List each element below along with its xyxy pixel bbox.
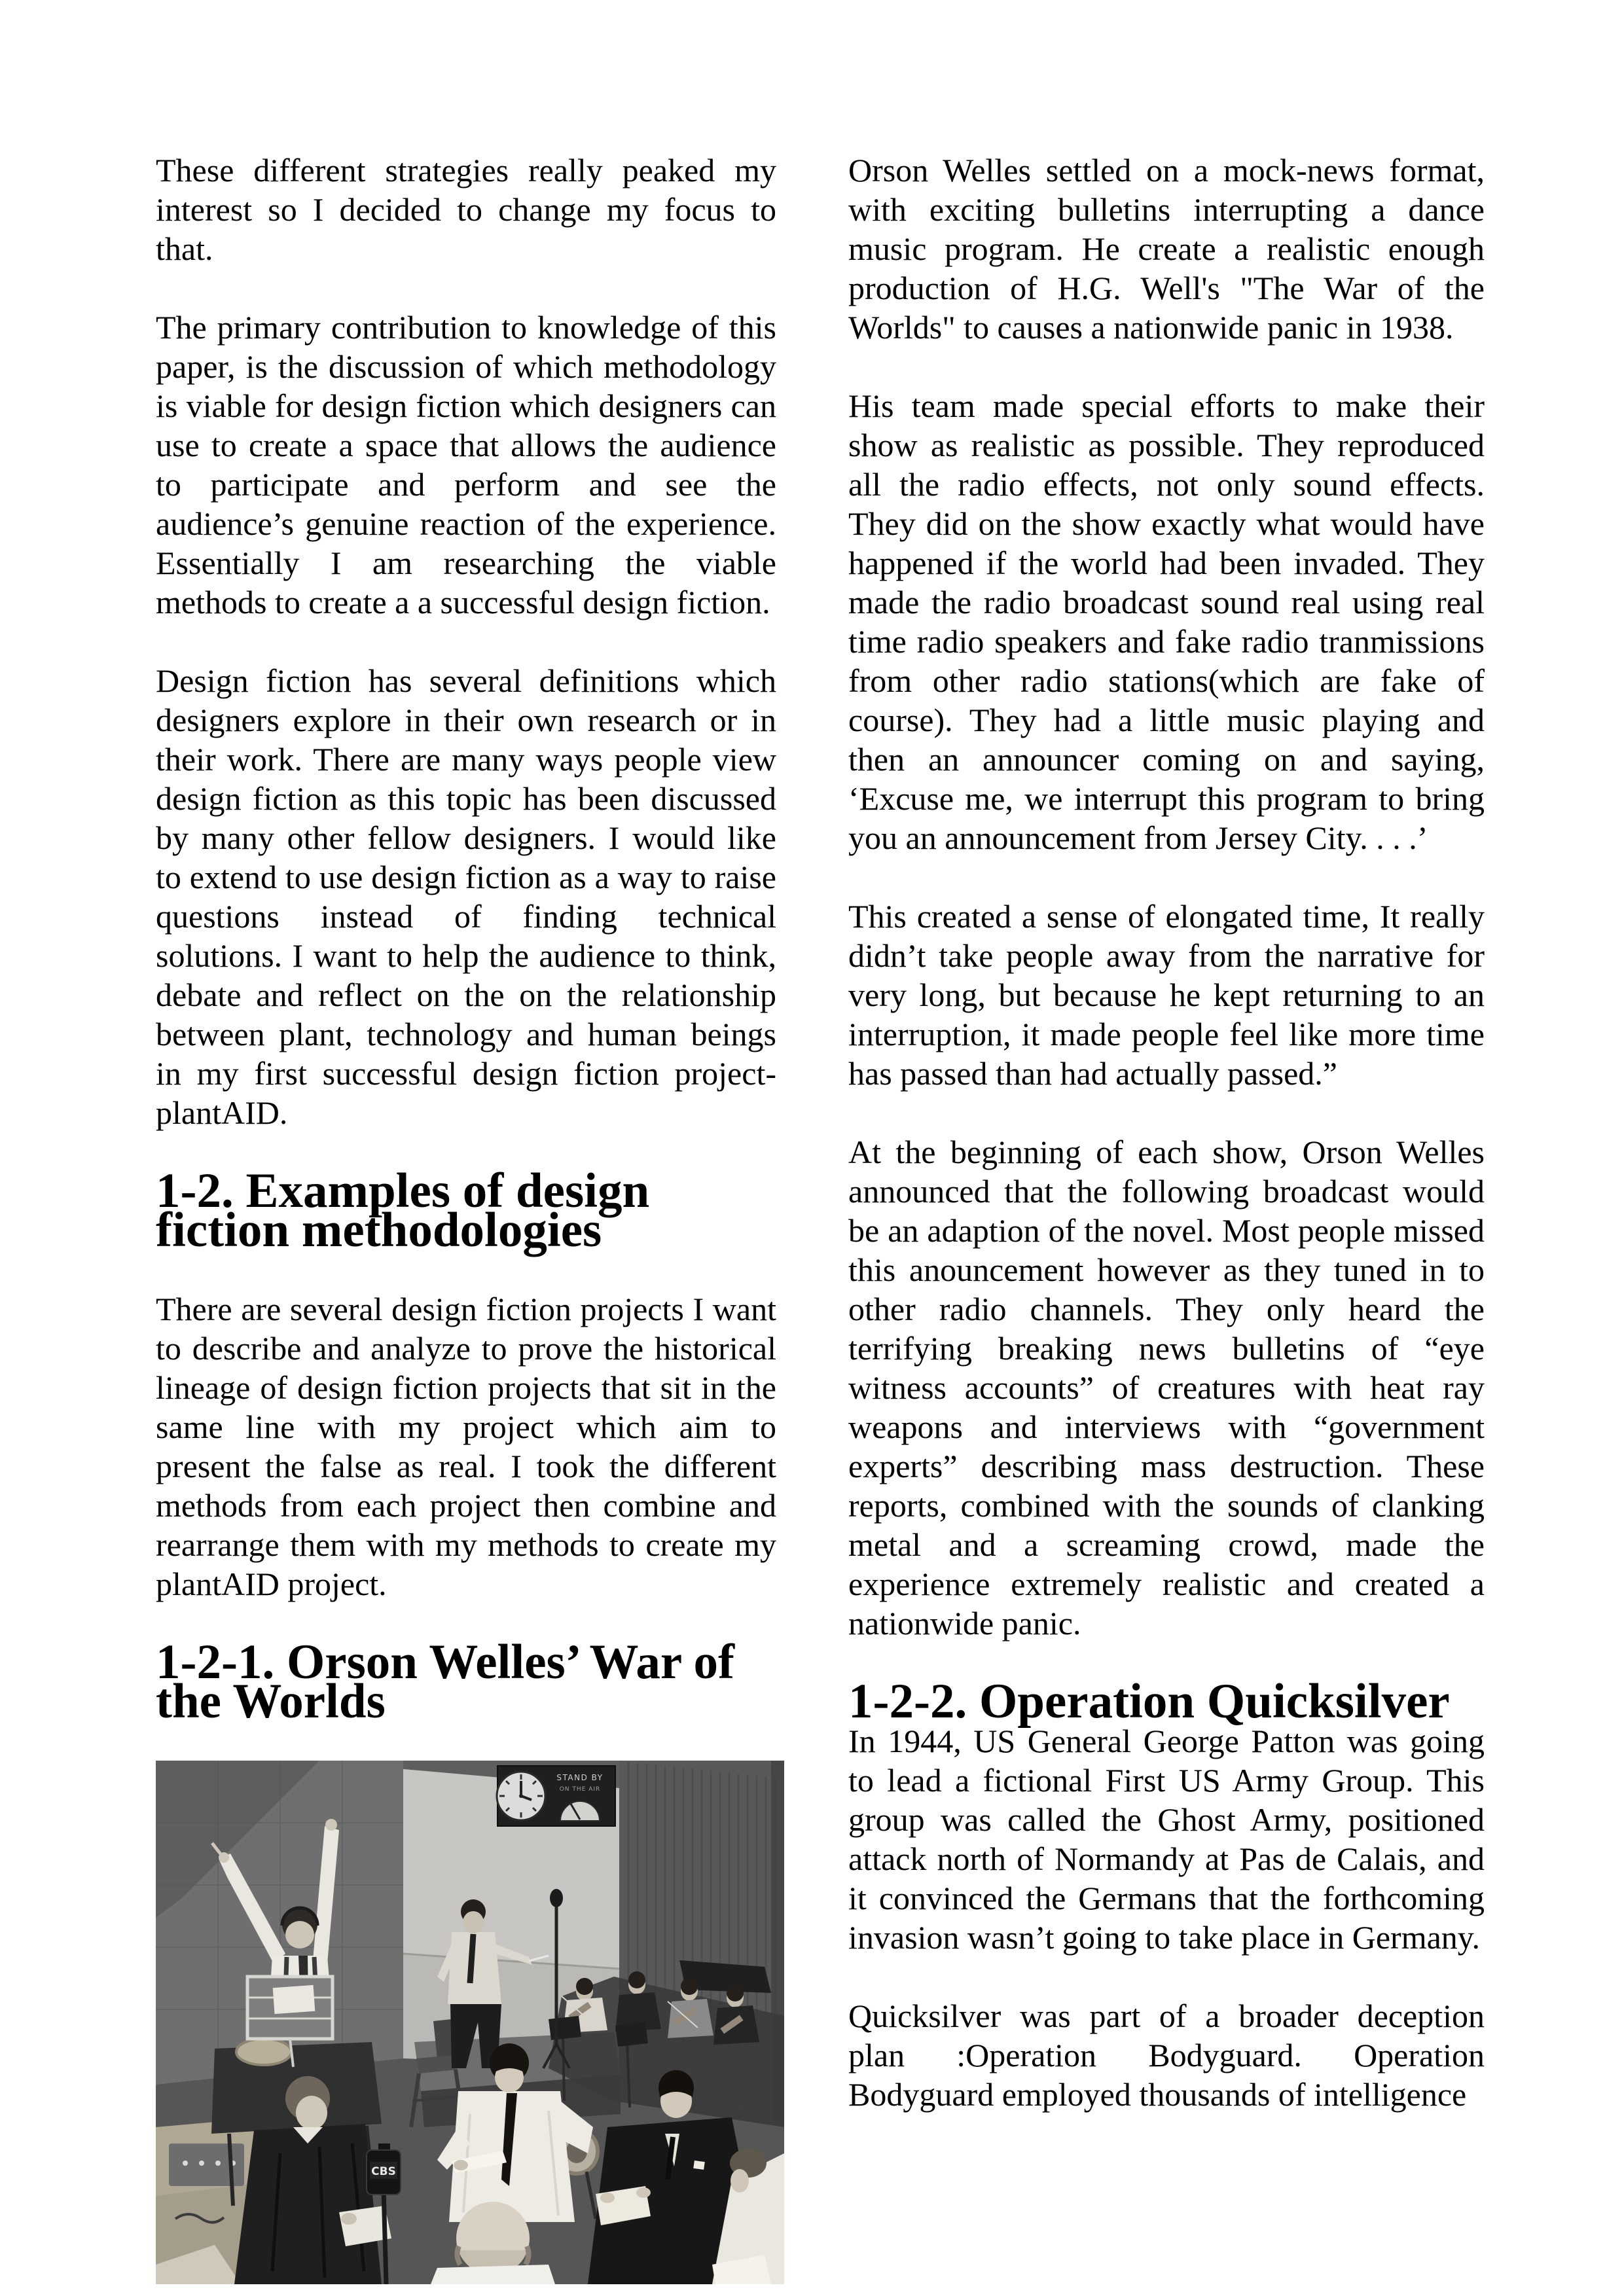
- studio-clock-sign: [497, 1766, 615, 1826]
- standby-sign-label: STAND BY: [556, 1773, 604, 1782]
- paragraph: This created a sense of elongated time, It really didn’t take people away from the narrative for very long, but because he kept returning to an interruption, it made people feel like more time has passed than had actually passed.”: [848, 898, 1485, 1092]
- paragraph: Orson Welles settled on a mock-news format, with exciting bulletins interrupting a dance music program. He create a realistic enough production of H.G. Well's "The War of the Worlds" to causes a nationwide panic in 1938.: [848, 152, 1485, 346]
- cbs-mic-label: CBS: [371, 2165, 396, 2178]
- paragraph: The primary contribution to knowledge of this paper, is the discussion of which methodology is viable for design fiction which designers can use to create a space that allows the audience to participate and perform and see the audience’s genuine reaction of the experience. Essentially I am researching the viable methods to create a a successful design fiction.: [156, 309, 776, 620]
- paragraph: At the beginning of each show, Orson Welles announced that the following broadcast would be an adaption of the novel. Most people missed this anouncement however as they tuned in to other radio channels. They only heard the terrifying breaking news bulletins of “eye witness accounts” of creatures with heat ray weapons and interviews with “government experts” describing mass destruction. These reports, combined with the sounds of clanking metal and a screaming crowd, made the experience extremely realistic and created a nationwide panic.: [848, 1134, 1485, 1641]
- paragraph: In 1944, US General George Patton was going to lead a fictional First US Army Group. This group was called the Ghost Army, positioned attack north of Normandy at Pas de Calais, and it convinced the Germans that the forthcoming invasion wasn’t going to take place in Germany.: [848, 1723, 1485, 1956]
- left-column: [156, 151, 776, 2284]
- right-column: [848, 151, 1485, 2153]
- war-of-the-worlds-photo: [156, 1761, 784, 2284]
- paragraph: These different strategies really peaked my interest so I decided to change my focus to that.: [156, 152, 776, 267]
- paragraph: Quicksilver was part of a broader deception plan :Operation Bodyguard. Operation Bodyguard employed thousands of intelligence: [848, 1998, 1485, 2113]
- section-heading-1-2: 1-2. Examples of design fiction methodologies: [156, 1164, 650, 1257]
- paragraph: His team made special efforts to make their show as realistic as possible. They reproduced all the radio effects, not only sound effects. They did on the show exactly what would have happened if the world had been invaded. They made the radio broadcast sound real using real time radio speakers and fake radio tranmissions from other radio stations(which are fake of course). They had a little music playing and then an announcer coming on and saying, ‘Excuse me, we interrupt this program to bring you an announcement from Jersey City. . . .’: [848, 387, 1485, 856]
- paragraph: Design fiction has several definitions which designers explore in their own research or in their work. There are many ways people view design fiction as this topic has been discussed by many other fellow designers. I would like to extend to use design fiction as a way to raise questions instead of finding technical solutions. I want to help the audience to think, debate and reflect on the on the relationship between plant, technology and human beings in my first successful design fiction project-plantAID.: [156, 662, 776, 1131]
- on-the-air-sign-label: ON THE AIR: [559, 1786, 601, 1793]
- section-heading-1-2-1: 1-2-1. Orson Welles’ War of the Worlds: [156, 1635, 734, 1729]
- section-heading-1-2-2: 1-2-2. Operation Quicksilver: [848, 1674, 1450, 1729]
- war-of-the-worlds-photo-art: [156, 1761, 784, 2284]
- paragraph: There are several design fiction projects I want to describe and analyze to prove the historical lineage of design fiction projects that sit in the same line with my project which aim to present the false as real. I took the different methods from each project then combine and rearrange them with my methods to create my plantAID project.: [156, 1291, 776, 1602]
